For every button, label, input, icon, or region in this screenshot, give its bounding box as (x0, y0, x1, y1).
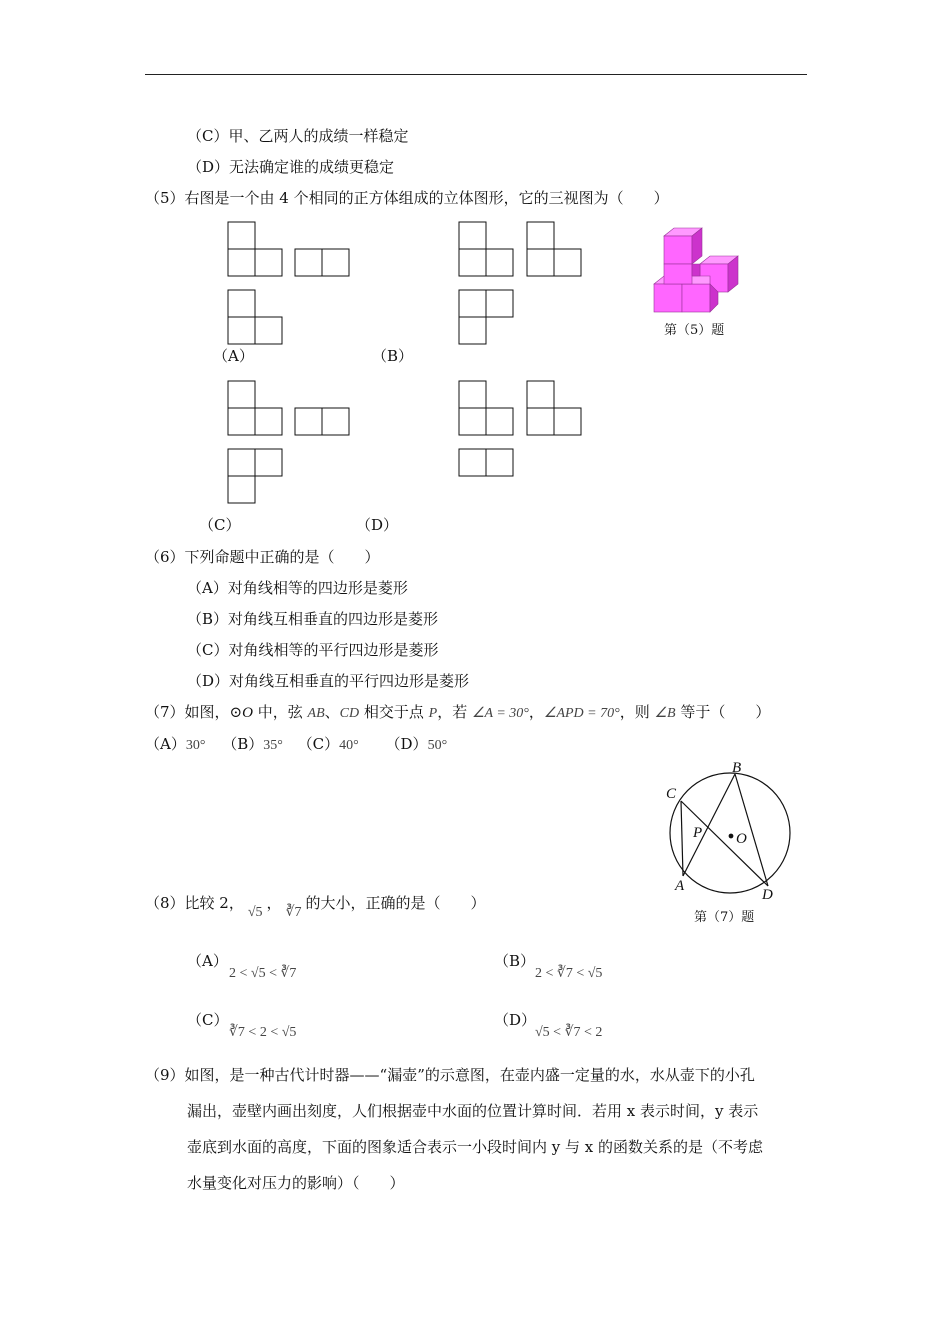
q6-option-d: （D）对角线互相垂直的平行四边形是菱形 (187, 672, 470, 690)
q7-choice-d: （D）50° (385, 735, 448, 753)
q7-caption: 第（7）题 (694, 910, 755, 925)
q5-stem: （5）右图是一个由 4 个相同的正方体组成的立体图形，它的三视图为（ ） (145, 189, 669, 207)
q9-line-4: 水量变化对压力的影响）（ ） (187, 1174, 405, 1192)
q7-chord-ab (683, 774, 735, 876)
q8-stem: （8）比较 2，√5，∛7的大小，正确的是（ ） (145, 894, 486, 920)
q7-point-b: B (732, 760, 742, 776)
q7-point-o: O (736, 831, 747, 847)
q5-b-front-view (459, 222, 513, 276)
q7-choice-b: （B）35° (222, 735, 283, 753)
q4-option-c: （C）甲、乙两人的成绩一样稳定 (187, 127, 409, 145)
q6-option-b: （B）对角线互相垂直的四边形是菱形 (187, 610, 439, 628)
q5-a-top-view (228, 290, 282, 344)
q5-c-front-view (228, 381, 282, 435)
q5-a-front-view (228, 222, 282, 276)
q5-c-side-view (295, 408, 349, 435)
q8-choice-b-expr: 2 < ∛7 < √5 (535, 966, 603, 981)
q7-segment-ca (681, 801, 683, 876)
q8-choice-c-label: （C） (187, 1011, 229, 1029)
q5-b-top-view (459, 290, 513, 344)
q5-b-side-view (527, 222, 581, 276)
q7-choice-a: （A）30° (145, 735, 206, 753)
q9-line-3: 壶底到水面的高度，下面的图象适合表示一小段时间内 y 与 x 的函数关系的是（不考虑 (187, 1138, 764, 1156)
q7-choice-c: （C）40° (297, 735, 359, 753)
q6-option-c: （C）对角线相等的平行四边形是菱形 (187, 641, 439, 659)
q7-circle (670, 773, 790, 893)
q7-point-p: P (693, 825, 703, 841)
q5-d-side-view (527, 381, 581, 435)
q7-stem: （7）如图，⊙O 中，弦 AB、CD 相交于点 P，若 ∠A = 30°，∠APD = 70°，则 ∠B 等于（ ） (145, 703, 771, 721)
q6-option-a: （A）对角线相等的四边形是菱形 (187, 579, 408, 597)
q8-choice-d-expr: √5 < ∛7 < 2 (535, 1025, 603, 1040)
q5-label-b: （B） (372, 347, 414, 365)
q8-choice-d-label: （D） (494, 1011, 537, 1029)
q5-d-front-view (459, 381, 513, 435)
q9-line-1: （9）如图，是一种古代计时器——“漏壶”的示意图，在壶内盛一定量的水，水从壶下的小孔 (145, 1066, 755, 1084)
q5-caption: 第（5）题 (664, 323, 725, 338)
q7-choices (145, 734, 447, 756)
q7-point-a: A (675, 878, 685, 894)
q5-cube-solid (654, 228, 738, 312)
q7-center-dot (729, 834, 733, 838)
q7-point-c: C (666, 786, 677, 802)
q5-label-d: （D） (356, 516, 399, 534)
q4-option-d: （D）无法确定谁的成绩更稳定 (187, 158, 395, 176)
q8-choice-a-expr: 2 < √5 < ∛7 (229, 966, 297, 981)
q8-choice-c-expr: ∛7 < 2 < √5 (229, 1025, 297, 1040)
q5-label-c: （C） (199, 516, 241, 534)
q6-stem: （6）下列命题中正确的是（ ） (145, 548, 380, 566)
q7-point-d: D (762, 887, 773, 903)
q5-label-a: （A） (213, 347, 254, 365)
q7-circle-figure (670, 773, 790, 893)
q8-choice-b-label: （B） (494, 952, 536, 970)
q5-d-top-view (459, 449, 513, 476)
q5-a-side-view (295, 249, 349, 276)
q5-c-top-view (228, 449, 282, 503)
q8-choice-a-label: （A） (187, 952, 228, 970)
q9-line-2: 漏出，壶壁内画出刻度，人们根据壶中水面的位置计算时间．若用 x 表示时间，y 表示 (187, 1102, 759, 1120)
